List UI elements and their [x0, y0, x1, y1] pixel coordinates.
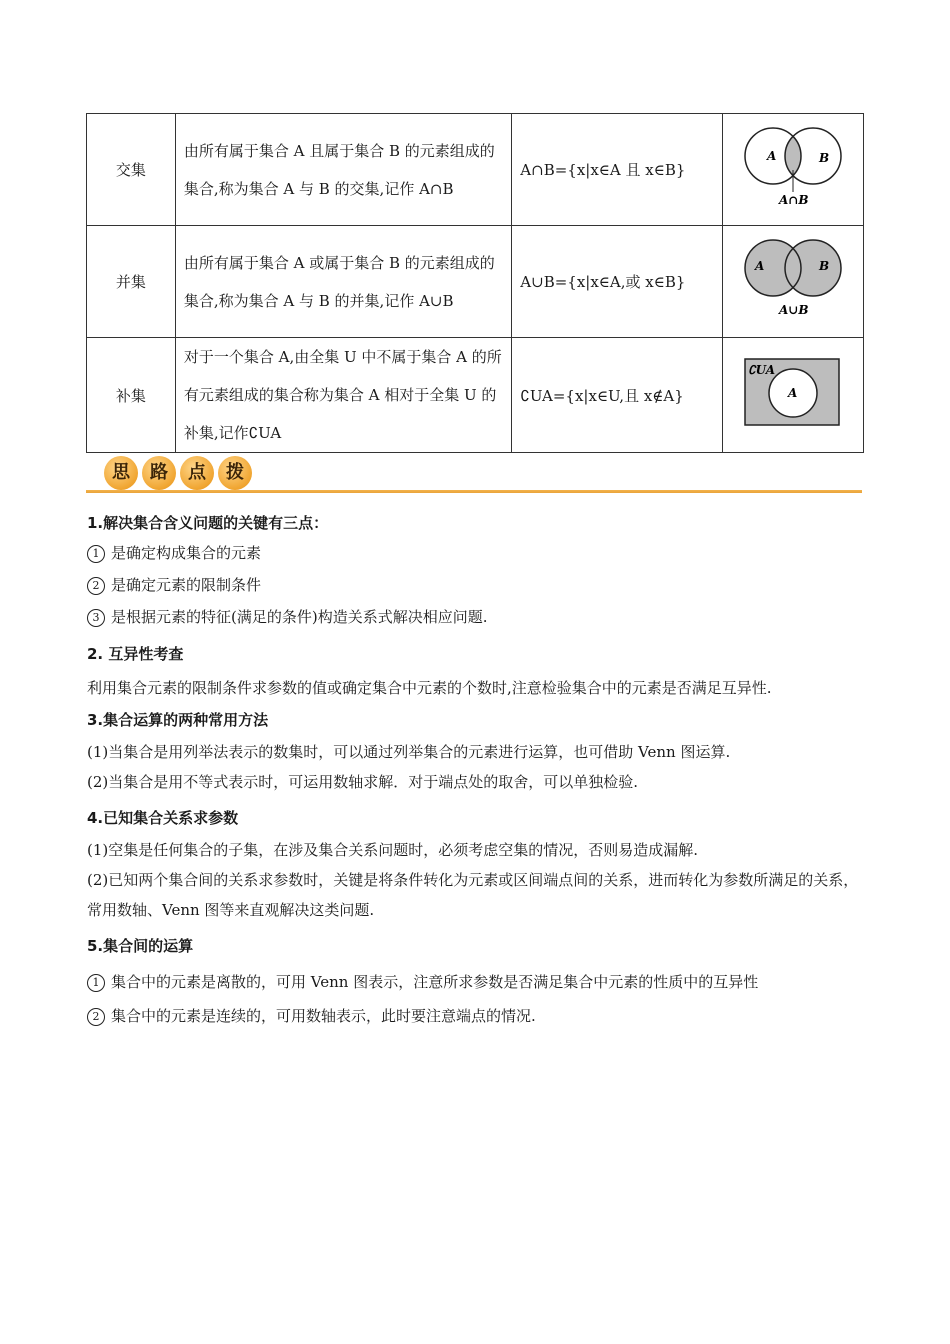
label-b: B: [819, 150, 830, 165]
venn-intersection-figure: [733, 122, 853, 214]
label-a: A: [755, 258, 765, 273]
label-a: A: [767, 148, 777, 163]
section-heading: 5.集合间的运算: [87, 937, 194, 955]
label-complement: ∁UA: [748, 363, 776, 377]
list-item-text: 集合中的元素是连续的，可用数轴表示，此时要注意端点的情况.: [111, 1007, 536, 1025]
venn-union-figure: [733, 234, 853, 326]
circled-number: 2: [87, 577, 105, 595]
list-item: [87, 965, 863, 999]
section-heading: 3.集合运算的两种常用方法: [87, 711, 269, 729]
circled-number: 2: [87, 1008, 105, 1026]
circled-number: 3: [87, 609, 105, 627]
paragraph: (2)当集合是用不等式表示时，可运用数轴求解．对于端点处的取舍，可以单独检验.: [87, 773, 639, 791]
set-operations-table: [86, 113, 864, 453]
list-item: [87, 606, 863, 639]
list-item: [87, 542, 863, 574]
row-symbol: A∪B={x|x∈A,或 x∈B}: [512, 226, 723, 338]
venn-complement-figure: [733, 347, 853, 439]
row-name: 补集: [87, 338, 176, 453]
section-heading: 4.已知集合关系求参数: [87, 809, 239, 827]
table-row: [87, 114, 864, 226]
list-item: [87, 574, 863, 606]
section-heading: 1.解决集合含义问题的关键有三点：: [87, 514, 329, 532]
table-row: [87, 338, 864, 453]
row-definition: 对于一个集合 A,由全集 U 中不属于集合 A 的所有元素组成的集合称为集合 A 相对于全集 U 的补集,记作∁UA: [175, 338, 511, 453]
banner-char: 路: [142, 456, 176, 490]
list-item: [87, 999, 863, 1033]
row-definition: 由所有属于集合 A 且属于集合 B 的元素组成的集合,称为集合 A 与 B 的交集,记作 A∩B: [175, 114, 511, 226]
paragraph: (2)已知两个集合间的关系求参数时，关键是将条件转化为元素或区间端点间的关系，进而转化为参数所满足的关系，常用数轴、Venn 图等来直观解决这类问题.: [87, 871, 859, 919]
banner-char: 点: [180, 456, 214, 490]
row-symbol: ∁UA={x|x∈U,且 x∉A}: [512, 338, 723, 453]
list-item-text: 是根据元素的特征(满足的条件)构造关系式解决相应问题.: [111, 608, 488, 626]
section-heading: 2. 互异性考查: [87, 645, 184, 663]
list-item-text: 集合中的元素是离散的，可用 Venn 图表示，注意所求参数是否满足集合中元素的性质中的互异性: [111, 973, 759, 991]
table-row: [87, 226, 864, 338]
union-venn-diagram: [723, 226, 864, 338]
list-item-text: 是确定构成集合的元素: [111, 544, 262, 562]
intersection-venn-diagram: [723, 114, 864, 226]
row-definition: 由所有属于集合 A 或属于集合 B 的元素组成的集合,称为集合 A 与 B 的并集,记作 A∪B: [175, 226, 511, 338]
paragraph: (1)空集是任何集合的子集，在涉及集合关系问题时，必须考虑空集的情况，否则易造成漏解.: [87, 841, 699, 859]
section-banner: [86, 454, 862, 498]
banner-rule: [86, 490, 862, 493]
banner-char: 拨: [218, 456, 252, 490]
paragraph: (1)当集合是用列举法表示的数集时，可以通过列举集合的元素进行运算，也可借助 Venn 图运算.: [87, 743, 731, 761]
label-b: B: [819, 258, 830, 273]
list-item-text: 是确定元素的限制条件: [111, 576, 262, 594]
circled-number: 1: [87, 974, 105, 992]
caption: A∩B: [779, 192, 809, 207]
circled-number: 1: [87, 545, 105, 563]
row-name: 交集: [87, 114, 176, 226]
complement-venn-diagram: [723, 338, 864, 453]
row-name: 并集: [87, 226, 176, 338]
banner-char: 思: [104, 456, 138, 490]
row-symbol: A∩B={x|x∈A 且 x∈B}: [512, 114, 723, 226]
paragraph: 利用集合元素的限制条件求参数的值或确定集合中元素的个数时,注意检验集合中的元素是否满足互异性.: [87, 679, 772, 697]
caption: A∪B: [779, 302, 809, 317]
label-a: A: [788, 386, 798, 400]
tips-content: [87, 510, 863, 1033]
